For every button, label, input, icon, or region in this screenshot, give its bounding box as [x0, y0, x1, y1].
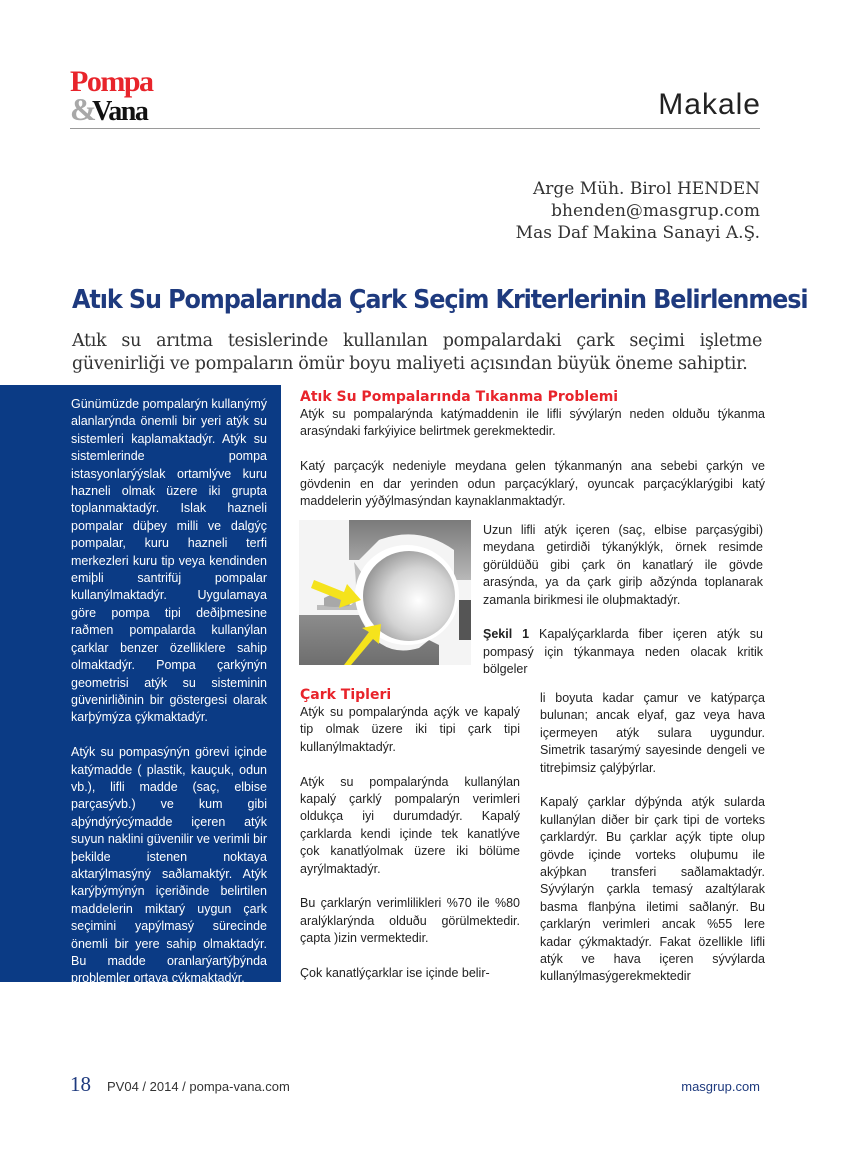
footer-issue[interactable]: PV04 / 2014 / pompa-vana.com [107, 1079, 290, 1094]
figure-illustration [299, 520, 471, 665]
body-paragraph: li boyuta kadar çamur ve katýparça bulunan; ancak elyaf, gaz veya hava içermeyen atýk sulara uygundur. Simetrik tasarýmý sayesinde dengeli ve titreþimsiz çalýþýrlar. [540, 691, 765, 775]
figure-caption [483, 626, 763, 678]
section-heading: Atık Su Pompalarında Tıkanma Problemi [300, 389, 619, 405]
impeller-cross-section-image [299, 520, 471, 665]
footer-site-link[interactable]: masgrup.com [681, 1079, 760, 1094]
body-paragraph: Atýk su pompalarýnda açýk ve kapalý tip olmak üzere iki tipi çark tipi kullanýlmaktadýr. [300, 705, 520, 754]
section-impeller-types [300, 687, 520, 1000]
author-company: Mas Daf Makina Sanayi A.Ş. [515, 223, 760, 243]
body-paragraph: Atýk su pompalarýnda kullanýlan kapalý çarklý pompalarýn verimleri oldukça iyi durumdadýr. Kapalý çarklarda kendi içinde tek kanatlýve çok kanatlýolmak üzere iki bölüme ayrýlmaktadýr. [300, 774, 520, 876]
body-paragraph: Kapalý çarklar dýþýnda atýk sularda kullanýlan diðer bir çark tipi de vorteks çarklardýr. Bu çarklar açýk tipte olup gövde içinde vorteks oluþumu ile akýþkan transferi saðlamaktadýr. Sývýlarýn çarkla temasý azaltýlarak basma flanþýna iletimi saðlanýr. Bu çarklarýn verimleri ancak %55 lere kadar çýkmaktadýr. Fakat özellikle lifli atýk ve hava içeren sývýlarda kullanýlmasýgerekmektedir [540, 795, 765, 984]
pompa-vana-logo [70, 65, 180, 127]
body-paragraph: Çok kanatlýçarklar ise içinde belir- [300, 966, 490, 981]
figure-text: Uzun lifli atýk içeren (saç, elbise parçasýgibi) meydana getirdiði týkanýklýk, örnek resimde görüldüðü gibi çark ön kanatlarý ile gövde arasýnda, ya da çark giriþ aðzýnda toplanarak zamanla birikmesi ile oluþmaktadýr. [483, 523, 763, 607]
article-lead: Atık su arıtma tesislerinde kullanılan pompalardaki çark seçimi işletme güvenirliği ve pompaların ömür boyu maliyeti açısından büyük öneme sahiptir. [72, 331, 762, 374]
author-block [516, 178, 760, 244]
figure-description [483, 522, 763, 696]
page-footer [70, 1072, 760, 1096]
article-title: Atık Su Pompalarında Çark Seçim Kriterlerinin Belirlenmesi [72, 285, 808, 315]
sidebar-text [71, 396, 267, 1005]
body-paragraph: Bu çarklarýn verimlilikleri %70 ile %80 aralýklarýnda olduðu görülmektedir. çapta )izin vermektedir. [300, 896, 520, 946]
section-clogging [300, 389, 765, 528]
author-name: Arge Müh. Birol HENDEN [532, 179, 760, 199]
logo-ampersand: & [70, 90, 96, 127]
logo-pompa: Pompa [70, 65, 153, 98]
sidebar-paragraph: Atýk su pompasýnýn görevi içinde katýmadde ( plastik, kauçuk, odun vb.), lifli madde (saç, elbise parçasývb.) ve kum gibi aþýndýrýcýmadde içeren atýk suyun naklini güvenilir ve verimli bir þekilde istenen noktaya aktarýlmasýný saðlamaktýr. Atýk karýþýmýnýn içeriðinde belirtilen maddelerin miktarý uygun çark seçimini yapýlmasý sürecinde önemli bir yere sahip olmaktadýr. Bu madde oranlarýartýþýnda problemler ortaya çýkmaktadýr. [71, 745, 267, 986]
section-heading: Çark Tipleri [300, 687, 392, 703]
sidebar-paragraph: Günümüzde pompalarýn kullanýmý alanlarýnda önemli bir yeri atýk su sistemleri kaplamaktadýr. Atýk su sistemlerinde pompa istasyonlarýýslak ortamlýve kuru hazneli olmak üzere iki grupta toplanmaktadýr. Islak hazneli pompalar düþey milli ve dalgýç pompalar, kuru hazneli terfi merkezleri kuru tip veya kendinden emiþli santrifüj pompalar kullanýlmaktadýr. Uygulamaya göre pompa tipi deðiþmesine raðmen pompalarda kullanýlan çarklar benzer özelliklere sahip olmaktadýr. Pompa çarkýnýn geometrisi atýk su sisteminin güvenirliðinin bir göstergesi olarak karþýmýza çýkmaktadýr. [71, 397, 267, 725]
logo-vana: Vana [92, 95, 148, 127]
author-email: bhenden@masgrup.com [551, 201, 760, 221]
caption-text: Kapalýçarklarda fiber içeren atýk su pompasý için týkanmaya neden olacak kritik bölgeler [483, 627, 763, 677]
body-paragraph: Katý parçacýk nedeniyle meydana gelen týkanmanýn ana sebebi çarkýn ve gövdenin en dar yerinden odun parçacýklarý, oyuncak parçacýklarýgibi katý maddelerin yýðýlmasýndan kaynaklanmaktadýr. [300, 459, 765, 509]
header-divider [70, 128, 760, 129]
page-number: 18 [70, 1072, 91, 1096]
caption-label: Şekil 1 [483, 627, 530, 642]
logo-vana-line [70, 90, 180, 127]
section-label: Makale [658, 88, 761, 121]
body-paragraph: Atýk su pompalarýnda katýmaddenin ile lifli sývýlarýn neden olduðu týkanma arasýndaki farkýiyice belirtmek gerekmektedir. [300, 407, 765, 439]
column-three [540, 690, 765, 1003]
